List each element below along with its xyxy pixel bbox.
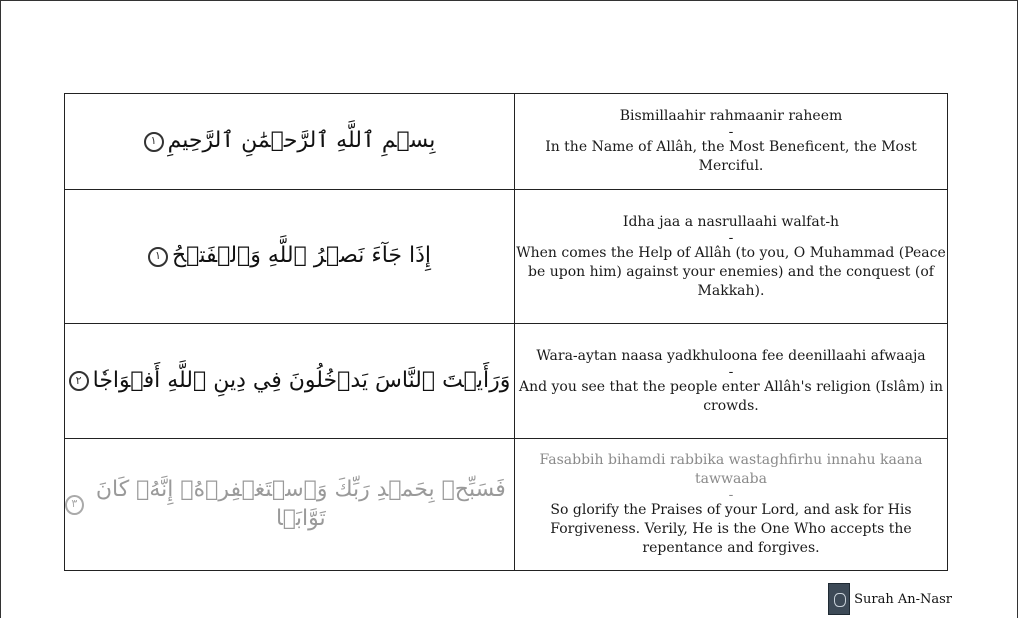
transliteration-cell — [515, 439, 948, 571]
verses-table — [64, 93, 948, 571]
translation: So glorify the Praises of your Lord, and ask for His Forgiveness. Verily, He is the One Who accepts the repentance and forgives. — [550, 502, 912, 556]
transliteration: Bismillaahir rahmaanir raheem — [619, 108, 843, 124]
transliteration-cell — [515, 94, 948, 190]
surah-name: Surah An-Nasr — [854, 591, 952, 607]
arabic-verse — [69, 367, 511, 396]
arabic-text: فَسَبِّحۡ بِحَمۡدِ رَبِّكَ وَٱسۡتَغۡفِرۡهُۚ إِنَّهُۥ كَانَ تَوَّابَۢا — [95, 476, 506, 531]
ayah-number-marker: ٢ — [69, 371, 89, 391]
translation: In the Name of Allâh, the Most Beneficent, the Most Merciful. — [545, 139, 917, 174]
arabic-text: بِسۡمِ ٱللَّهِ ٱلرَّحۡمَٰنِ ٱلرَّحِيمِ — [167, 128, 436, 154]
separator-dash: - — [728, 487, 734, 503]
quran-book-icon — [828, 583, 850, 615]
verse-row — [65, 439, 948, 571]
transliteration: Fasabbih bihamdi rabbika wastaghfirhu innahu kaana tawwaaba — [539, 452, 923, 487]
arabic-verse — [144, 127, 436, 156]
verse-row — [65, 94, 948, 190]
arabic-verse — [65, 476, 514, 533]
footer — [828, 583, 952, 615]
transliteration-cell — [515, 324, 948, 439]
transliteration-cell — [515, 190, 948, 324]
separator-dash: - — [728, 124, 734, 140]
arabic-text: وَرَأَيۡتَ ٱلنَّاسَ يَدۡخُلُونَ فِي دِينِ ٱللَّهِ أَفۡوَاجٗا — [92, 367, 511, 393]
arabic-cell — [65, 324, 515, 439]
separator-dash: - — [728, 363, 734, 380]
verse-row — [65, 324, 948, 439]
arabic-cell — [65, 439, 515, 571]
separator-dash: - — [728, 229, 734, 246]
ayah-number-marker: ١ — [144, 132, 164, 152]
arabic-verse — [148, 242, 431, 271]
ayah-number-marker: ٣ — [65, 495, 84, 515]
verse-row — [65, 190, 948, 324]
transliteration: Wara-aytan naasa yadkhuloona fee deenillaahi afwaaja — [536, 347, 926, 364]
arabic-text: إِذَا جَآءَ نَصۡرُ ٱللَّهِ وَٱلۡفَتۡحُ — [171, 243, 432, 269]
arabic-cell — [65, 94, 515, 190]
arabic-cell — [65, 190, 515, 324]
translation: When comes the Help of Allâh (to you, O Muhammad (Peace be upon him) against your enemies) and the conquest (of Makkah). — [516, 244, 946, 299]
ayah-number-marker: ١ — [148, 247, 168, 267]
translation: And you see that the people enter Allâh's religion (Islâm) in crowds. — [518, 378, 944, 414]
transliteration: Idha jaa a nasrullaahi walfat-h — [622, 213, 840, 230]
